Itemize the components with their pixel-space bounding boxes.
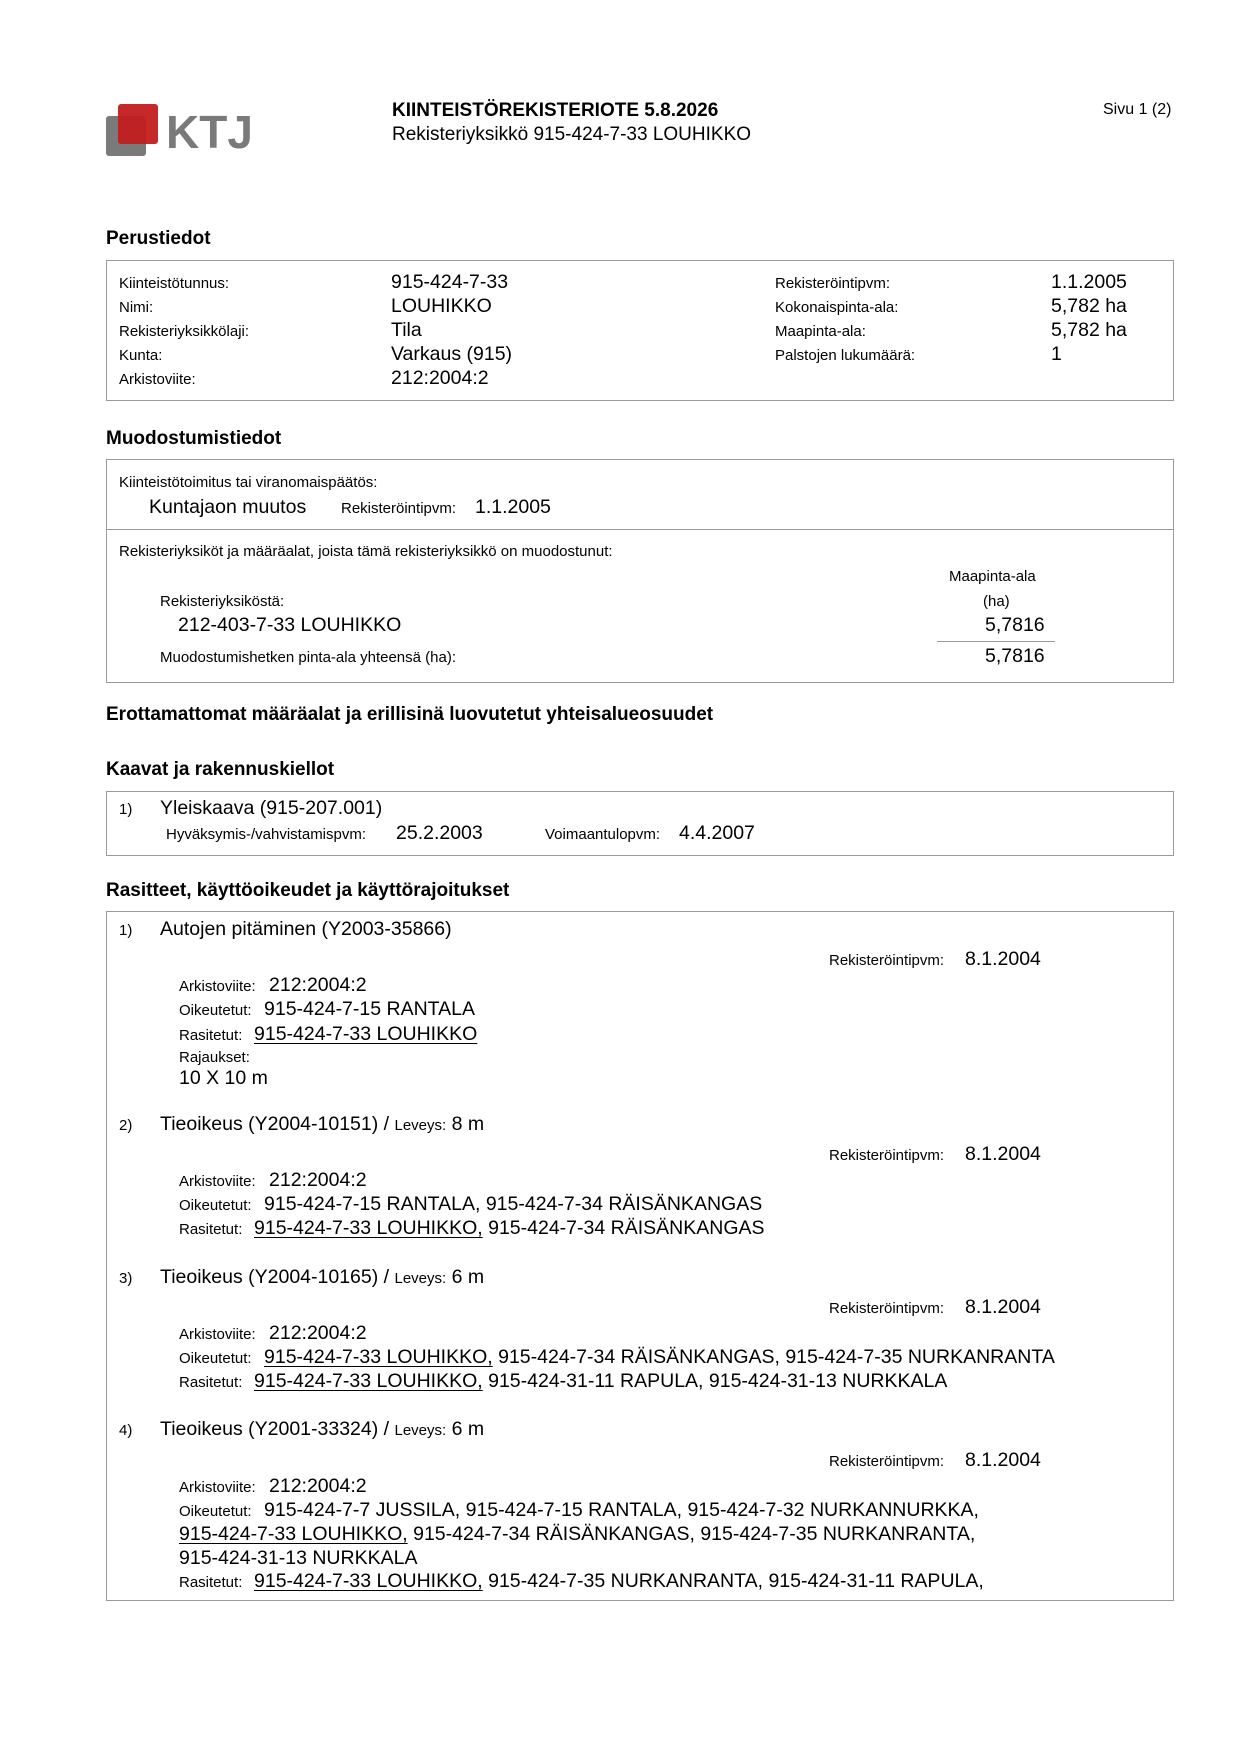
item-number: 3) [119, 1270, 133, 1287]
voimaantulo-label: Voimaantulopvm: [545, 826, 661, 843]
total-label: Muodostumishetken pinta-ala yhteensä (ha): [160, 649, 457, 666]
item-number: 1) [119, 922, 133, 939]
document-subtitle: Rekisteriyksikkö 915-424-7-33 LOUHIKKO [392, 124, 752, 145]
field-label: Rekisteriyksikkölaji: [119, 323, 250, 340]
logo-text: KTJ [166, 106, 253, 158]
rasite-title: Tieoikeus (Y2004-10165) / Leveys: 6 m [160, 1266, 485, 1288]
field-value: 5,782 ha [1051, 295, 1127, 317]
toimitus-label: Kiinteistötoimitus tai viranomaispäätös: [119, 474, 378, 491]
rek-label: Rekisteröintipvm: [829, 952, 945, 969]
field-label: Kunta: [119, 347, 163, 364]
leveys-label: Leveys: [394, 1270, 447, 1287]
item-number: 2) [119, 1117, 133, 1134]
section-kaavat-heading: Kaavat ja rakennuskiellot [106, 759, 335, 780]
oikeutetut-value-cont: 915-424-7-33 LOUHIKKO, 915-424-7-34 RÄISÄNKANGAS, 915-424-7-35 NURKANRANTA, [179, 1523, 976, 1545]
arkisto-label: Arkistoviite: [179, 1479, 256, 1496]
total-value: 5,7816 [985, 645, 1045, 667]
oikeutetut-value: 915-424-7-33 LOUHIKKO, 915-424-7-34 RÄISÄNKANGAS, 915-424-7-35 NURKANRANTA [264, 1346, 1055, 1368]
field-value: 915-424-7-33 [391, 271, 509, 293]
field-value: LOUHIKKO [391, 295, 492, 317]
section-rasitteet-heading: Rasitteet, käyttöoikeudet ja käyttörajoitukset [106, 880, 510, 901]
section-perustiedot-heading: Perustiedot [106, 228, 211, 249]
rasitetut-label: Rasitetut: [179, 1221, 243, 1238]
field-label: Nimi: [119, 299, 154, 316]
field-label: Rekisteröintipvm: [775, 275, 891, 292]
arkisto-label: Arkistoviite: [179, 1326, 256, 1343]
rasitetut-value: 915-424-7-33 LOUHIKKO [254, 1023, 478, 1045]
field-value: 212:2004:2 [391, 367, 489, 389]
rajaukset-label: Rajaukset: [179, 1049, 250, 1066]
leveys-label: Leveys: [394, 1422, 447, 1439]
sum-line [937, 641, 1055, 642]
field-label: Kiinteistötunnus: [119, 275, 230, 292]
field-value: Varkaus (915) [391, 343, 513, 365]
rasitetut-value: 915-424-7-33 LOUHIKKO, 915-424-7-35 NURKANRANTA, 915-424-31-11 RAPULA, [254, 1570, 984, 1592]
rek-value: 1.1.2005 [475, 496, 551, 518]
arkisto-label: Arkistoviite: [179, 978, 256, 995]
oikeutetut-label: Oikeutetut: [179, 1197, 252, 1214]
source-intro: Rekisteriyksiköt ja määräalat, joista tämä rekisteriyksikkö on muodostunut: [119, 543, 613, 560]
rasitetut-label: Rasitetut: [179, 1374, 243, 1391]
field-value: 1.1.2005 [1051, 271, 1127, 293]
page-number: Sivu 1 (2) [1103, 101, 1172, 118]
rek-label: Rekisteröintipvm: [829, 1147, 945, 1164]
source-area: 5,7816 [985, 614, 1045, 636]
rasite-title: Autojen pitäminen (Y2003-35866) [160, 918, 452, 940]
rek-label: Rekisteröintipvm: [829, 1453, 945, 1470]
field-label: Arkistoviite: [119, 371, 196, 388]
arkisto-value: 212:2004:2 [269, 1169, 367, 1191]
rasitetut-value: 915-424-7-33 LOUHIKKO, 915-424-31-11 RAPULA, 915-424-31-13 NURKKALA [254, 1370, 948, 1392]
rasitetut-label: Rasitetut: [179, 1574, 243, 1591]
perustiedot-box [106, 260, 1174, 401]
leveys-label: Leveys: [394, 1117, 447, 1134]
oikeutetut-value: 915-424-7-7 JUSSILA, 915-424-7-15 RANTALA, 915-424-7-32 NURKANNURKKA, [264, 1499, 979, 1521]
oikeutetut-value-cont: 915-424-31-13 NURKKALA [179, 1547, 418, 1569]
arkisto-value: 212:2004:2 [269, 974, 367, 996]
rasitetut-label: Rasitetut: [179, 1027, 243, 1044]
toimitus-value: Kuntajaon muutos [149, 496, 307, 518]
kaavat-box [106, 791, 1174, 856]
rek-label: Rekisteröintipvm: [829, 1300, 945, 1317]
voimaantulo-value: 4.4.2007 [679, 822, 755, 844]
leveys-value: 6 m [451, 1418, 485, 1440]
field-label: Kokonaispinta-ala: [775, 299, 899, 316]
oikeutetut-label: Oikeutetut: [179, 1503, 252, 1520]
rasitetut-value: 915-424-7-33 LOUHIKKO, 915-424-7-34 RÄISÄNKANGAS [254, 1217, 765, 1239]
document-title: KIINTEISTÖREKISTERIOTE 5.8.2026 [392, 100, 719, 121]
arkisto-value: 212:2004:2 [269, 1322, 367, 1344]
column-header-unit: (ha) [983, 593, 1010, 610]
muodostumistiedot-box [106, 459, 1174, 683]
column-header-area: Maapinta-ala [949, 568, 1036, 585]
section-erottamattomat-heading: Erottamattomat määräalat ja erillisinä luovutetut yhteisalueosuudet [106, 704, 714, 725]
item-number: 1) [119, 801, 133, 818]
rasite-title: Tieoikeus (Y2001-33324) / Leveys: 6 m [160, 1418, 485, 1440]
ktj-logo [106, 104, 256, 162]
field-label: Maapinta-ala: [775, 323, 866, 340]
rajaukset-value: 10 X 10 m [179, 1067, 268, 1089]
field-value: 1 [1051, 343, 1062, 365]
rek-value: 8.1.2004 [965, 1449, 1041, 1471]
leveys-value: 6 m [451, 1266, 485, 1288]
oikeutetut-value: 915-424-7-15 RANTALA, 915-424-7-34 RÄISÄNKANGAS [264, 1193, 763, 1215]
arkisto-value: 212:2004:2 [269, 1475, 367, 1497]
rasitteet-box [106, 911, 1174, 1601]
field-value: Tila [391, 319, 422, 341]
hyvaksymis-value: 25.2.2003 [396, 822, 483, 844]
oikeutetut-label: Oikeutetut: [179, 1350, 252, 1367]
section-muodostumistiedot-heading: Muodostumistiedot [106, 428, 282, 449]
source-value: 212-403-7-33 LOUHIKKO [178, 614, 402, 636]
hyvaksymis-label: Hyväksymis-/vahvistamispvm: [166, 826, 367, 843]
oikeutetut-value: 915-424-7-15 RANTALA [264, 998, 475, 1020]
rek-value: 8.1.2004 [965, 1296, 1041, 1318]
rek-value: 8.1.2004 [965, 1143, 1041, 1165]
source-label: Rekisteriyksiköstä: [160, 593, 285, 610]
arkisto-label: Arkistoviite: [179, 1173, 256, 1190]
rek-value: 8.1.2004 [965, 948, 1041, 970]
field-value: 5,782 ha [1051, 319, 1127, 341]
ktj-logo-icon [106, 104, 256, 162]
leveys-value: 8 m [451, 1113, 485, 1135]
field-label: Palstojen lukumäärä: [775, 347, 916, 364]
oikeutetut-label: Oikeutetut: [179, 1002, 252, 1019]
kaava-name: Yleiskaava (915-207.001) [160, 797, 383, 819]
rasite-title: Tieoikeus (Y2004-10151) / Leveys: 8 m [160, 1113, 485, 1135]
item-number: 4) [119, 1422, 133, 1439]
divider [107, 529, 1173, 530]
rek-label: Rekisteröintipvm: [341, 500, 457, 517]
